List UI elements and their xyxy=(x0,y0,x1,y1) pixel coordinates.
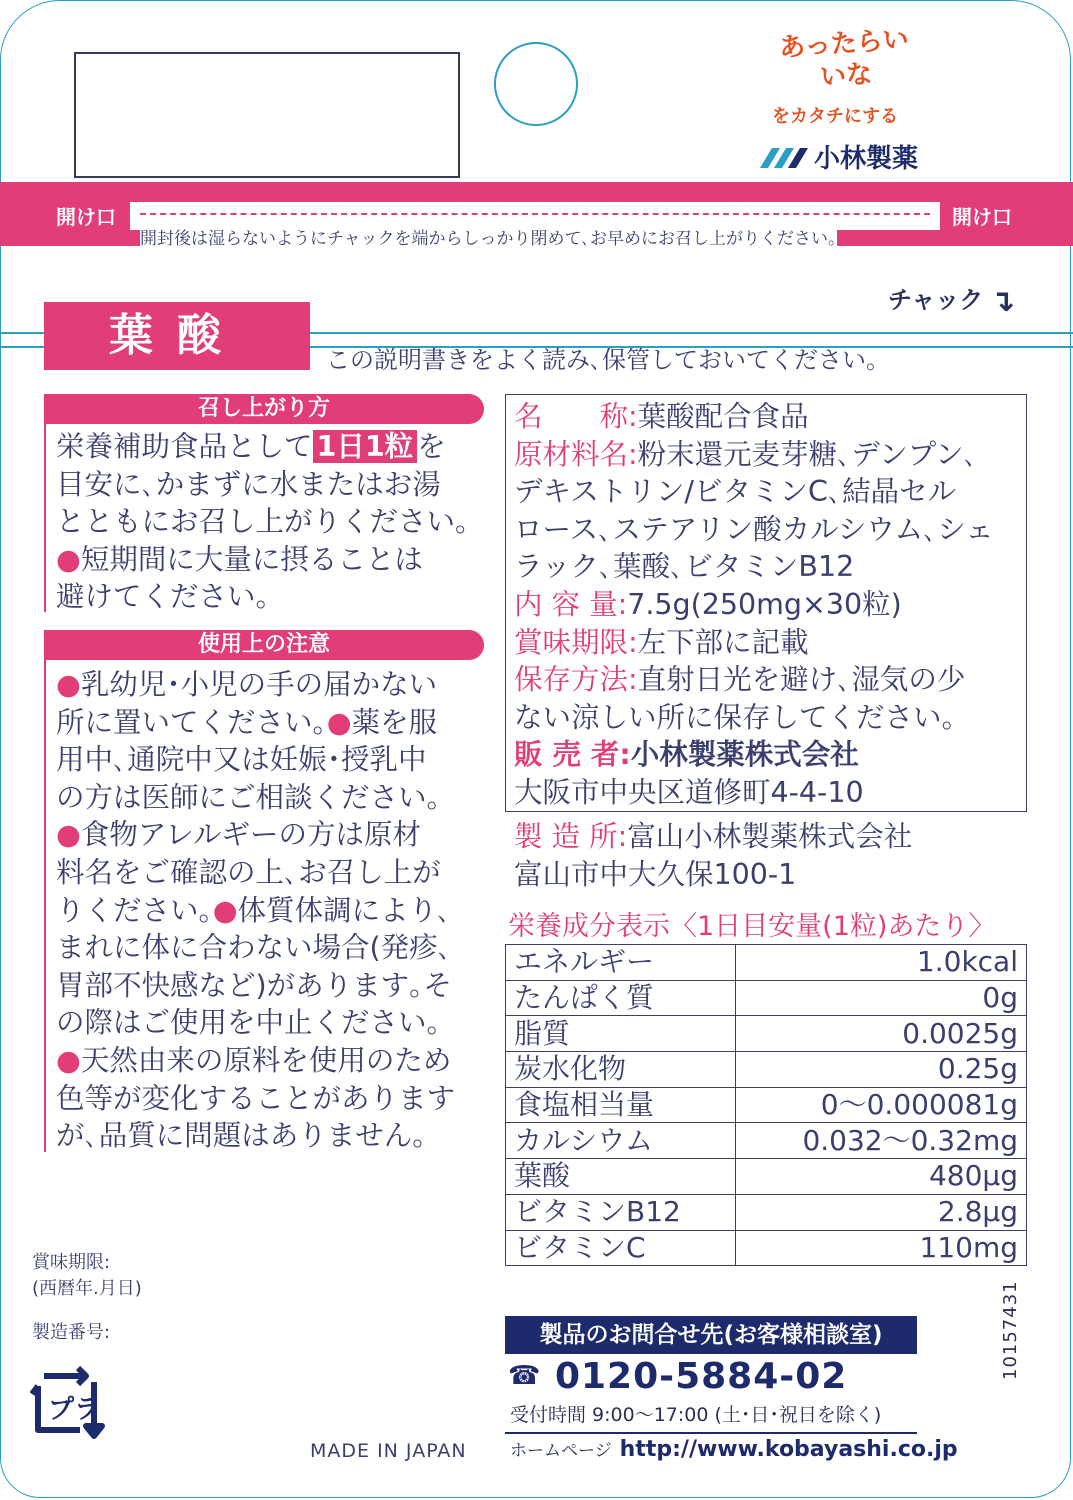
brand-tagline: をカタチにする xyxy=(772,106,898,127)
nutrient-name: ビタミンB12 xyxy=(506,1194,736,1230)
usage-line: 短期間に大量に摂ることは xyxy=(80,542,423,576)
contact-heading: 製品のお問合せ先(お客様相談室) xyxy=(505,1316,917,1354)
nutrient-value: 480μg xyxy=(736,1159,1027,1195)
made-in: MADE IN JAPAN xyxy=(310,1440,467,1462)
nutrient-value: 110mg xyxy=(736,1230,1027,1266)
spec-label: 販 売 者: xyxy=(514,738,631,772)
caution-line: 色等が変化することがあります xyxy=(56,1081,456,1115)
caution-text xyxy=(56,666,496,1155)
spec-value: ない涼しい所に保存してください｡ xyxy=(514,700,956,734)
usage-line: とともにお召し上がりください｡ xyxy=(56,505,470,539)
open-tab-right[interactable] xyxy=(934,182,1073,246)
zipper-label: チャック xyxy=(888,286,984,314)
open-label-left: 開け口 xyxy=(56,205,116,229)
lot-print-area xyxy=(74,52,460,178)
table-row xyxy=(506,1016,1027,1052)
homepage-link[interactable]: http://www.kobayashi.co.jp xyxy=(619,1437,958,1462)
caution-line: 胃部不快感など)があります｡そ xyxy=(56,968,452,1002)
usage-text xyxy=(56,428,496,616)
table-row xyxy=(506,1230,1027,1266)
spec-value: デキストリン/ビタミンC､結晶セル xyxy=(514,475,957,509)
spec-label: 賞味期限: xyxy=(514,625,638,659)
spec-value: 左下部に記載 xyxy=(637,625,809,659)
spec-label: 内 容 量: xyxy=(514,587,628,621)
phone-number[interactable]: 0120-5884-02 xyxy=(554,1356,848,1397)
dosage-highlight: 1日1粒 xyxy=(313,430,418,463)
bullet-icon: ● xyxy=(56,542,81,576)
caution-rule xyxy=(44,660,46,1152)
caution-line: 薬を服 xyxy=(351,705,438,739)
spec-value: 直射日光を避け､湿気の少 xyxy=(637,663,966,697)
nutrition-table xyxy=(505,944,1027,1266)
nutrient-name: 食塩相当量 xyxy=(506,1087,736,1123)
caution-line: 天然由来の原料を使用のため xyxy=(80,1043,452,1077)
read-instruction: この説明書きをよく読み､保管しておいてください｡ xyxy=(326,346,878,374)
caution-line: 体質体調により､ xyxy=(237,893,452,927)
caution-line: 所に置いてください｡ xyxy=(56,705,327,739)
nutrient-name: 脂質 xyxy=(506,1016,736,1052)
nutrient-value: 0.25g xyxy=(736,1052,1027,1088)
expiry-label: 賞味期限: xyxy=(32,1252,111,1273)
usage-heading: 召し上がり方 xyxy=(44,394,484,424)
nutrient-name: ビタミンC xyxy=(506,1230,736,1266)
arrow-down-icon: ↴ xyxy=(990,284,1016,319)
caution-line: の方は医師にご相談ください｡ xyxy=(56,780,441,814)
nutrient-value: 0.0025g xyxy=(736,1016,1027,1052)
nutrient-value: 0～0.000081g xyxy=(736,1087,1027,1123)
table-row xyxy=(506,1087,1027,1123)
nutrient-name: たんぱく質 xyxy=(506,980,736,1016)
nutrient-name: エネルギー xyxy=(506,945,736,981)
table-row xyxy=(506,1194,1027,1230)
spec-value: 大阪市中央区道修町4-4-10 xyxy=(514,775,864,809)
plastic-recycle-icon xyxy=(30,1366,112,1446)
caution-line: 用中､通院中又は妊娠･授乳中 xyxy=(56,743,427,777)
caution-line: 食物アレルギーの方は原材 xyxy=(80,818,422,852)
freedial-icon: ☎ xyxy=(508,1361,542,1391)
nutrient-name: カルシウム xyxy=(506,1123,736,1159)
support-hours: 受付時間 9:00～17:00 (土･日･祝日を除く) xyxy=(510,1404,882,1426)
open-label-right: 開け口 xyxy=(952,205,1012,229)
phone-line xyxy=(508,1356,847,1397)
caution-line: が､品質に問題はありません｡ xyxy=(56,1119,427,1153)
nutrient-value: 2.8μg xyxy=(736,1194,1027,1230)
bullet-icon: ● xyxy=(56,818,81,852)
nutrient-value: 1.0kcal xyxy=(736,945,1027,981)
brand-logo xyxy=(758,138,918,175)
caution-line: 乳幼児･小児の手の届かない xyxy=(80,668,438,701)
spec-label: 名 称: xyxy=(514,400,638,433)
table-row xyxy=(506,980,1027,1016)
caution-line: 料名をご確認の上､お召し上が xyxy=(56,855,441,889)
bullet-icon: ● xyxy=(56,1043,81,1077)
usage-line: 栄養補助食品として xyxy=(56,430,313,463)
spec-value: 葉酸配合食品 xyxy=(637,400,809,433)
product-title: 葉酸 xyxy=(109,310,245,361)
spec-value: ラック､葉酸､ビタミンB12 xyxy=(514,550,855,584)
table-row xyxy=(506,1159,1027,1195)
lot-label: 製造番号: xyxy=(32,1322,111,1343)
spec-label: 製 造 所: xyxy=(514,820,628,853)
spec-value: 7.5g(250mg×30粒) xyxy=(627,587,902,621)
spec-value: 粉末還元麦芽糖､デンプン､ xyxy=(637,437,978,471)
expiry-format: (西暦年.月日) xyxy=(32,1278,142,1299)
seal-note: 開封後は湿らないようにチャックを端からしっかり閉めて､お早めにお召し上がりください｡ xyxy=(140,224,837,249)
brand-name: 小林製薬 xyxy=(814,144,919,174)
nutrient-value: 0g xyxy=(736,980,1027,1016)
spec-value: 小林製薬株式会社 xyxy=(630,738,859,772)
kobayashi-logo-icon xyxy=(758,142,808,172)
spec-label: 保存方法: xyxy=(514,663,638,697)
maker-info xyxy=(514,818,1034,893)
product-code: 10157431 xyxy=(1000,1280,1021,1380)
tear-line xyxy=(140,213,930,215)
caution-line: まれに体に合わない場合(発疹､ xyxy=(56,931,452,965)
spec-label: 原材料名: xyxy=(514,437,638,471)
table-row xyxy=(506,1052,1027,1088)
usage-rule xyxy=(44,424,46,612)
bullet-icon: ● xyxy=(326,705,352,739)
bullet-icon: ● xyxy=(56,668,81,701)
caution-line: りください｡ xyxy=(56,893,213,927)
nutrient-name: 炭水化物 xyxy=(506,1052,736,1088)
contact-divider xyxy=(505,1432,917,1434)
usage-line: 目安に､かまずに水またはお湯 xyxy=(56,467,441,501)
bullet-icon: ● xyxy=(212,893,238,927)
homepage xyxy=(510,1436,958,1462)
nutrition-heading: 栄養成分表示〈1日目安量(1粒)あたり〉 xyxy=(508,911,996,942)
spec-list xyxy=(514,398,1034,812)
brand-slogan: あったらいいな xyxy=(778,24,910,93)
usage-line: 避けてください｡ xyxy=(56,580,270,614)
caution-heading: 使用上の注意 xyxy=(44,630,484,660)
nutrient-name: 葉酸 xyxy=(506,1159,736,1195)
homepage-label: ホームページ xyxy=(510,1441,612,1461)
table-row xyxy=(506,1123,1027,1159)
spec-value: 富山小林製薬株式会社 xyxy=(627,820,913,853)
spec-value: ロース､ステアリン酸カルシウム､シェ xyxy=(514,512,994,546)
caution-line: の際はご使用を中止ください｡ xyxy=(56,1006,441,1040)
table-row xyxy=(506,945,1027,981)
hanger-hole xyxy=(494,42,578,126)
usage-line: を xyxy=(417,430,446,463)
nutrient-value: 0.032～0.32mg xyxy=(736,1123,1027,1159)
open-tab-left[interactable] xyxy=(0,182,140,246)
spec-value: 富山市中大久保100-1 xyxy=(514,857,797,891)
recycle-mark-text: プラ xyxy=(48,1395,101,1425)
